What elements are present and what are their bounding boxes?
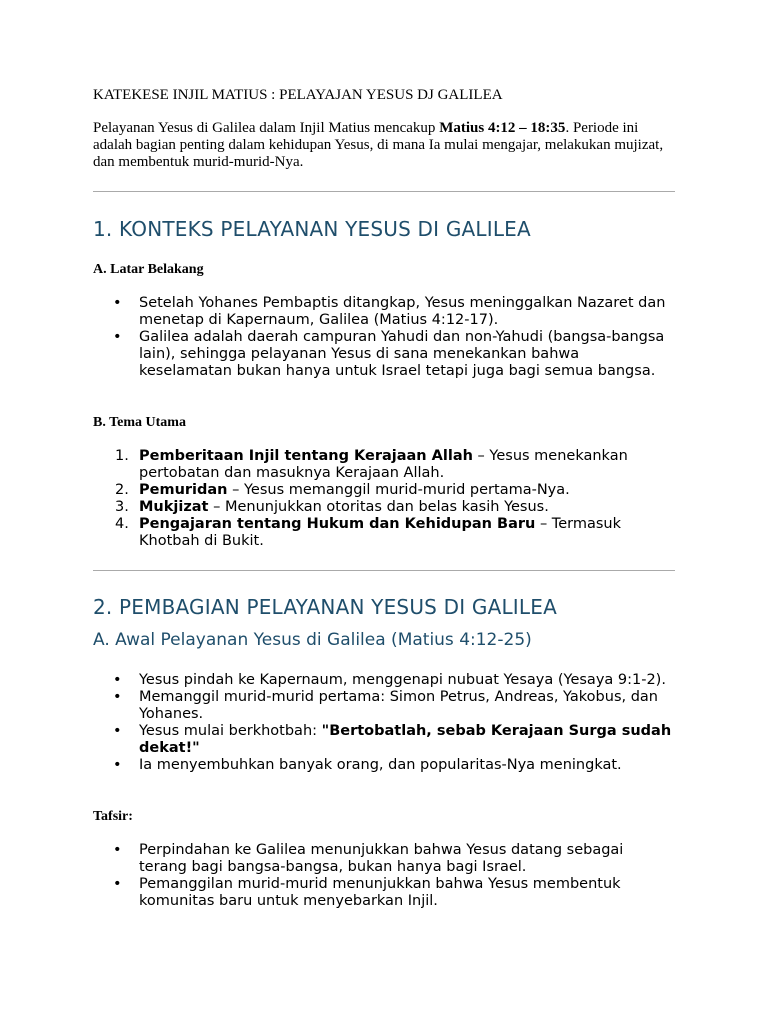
subsection-tema-utama-heading: B. Tema Utama <box>93 415 186 430</box>
tema-utama-list <box>93 448 675 550</box>
subsection-awal-pelayanan-heading: A. Awal Pelayanan Yesus di Galilea (Matius 4:12-25) <box>93 630 532 650</box>
list-item-title: Pemberitaan Injil tentang Kerajaan Allah <box>139 448 473 464</box>
document-title: KATEKESE INJIL MATIUS : PELAYAJAN YESUS DJ GALILEA <box>93 87 503 103</box>
intro-reference: Matius 4:12 – 18:35 <box>439 120 566 136</box>
list-item-text: – Termasuk Khotbah di Bukit. <box>139 516 621 549</box>
section-2-heading: 2. PEMBAGIAN PELAYANAN YESUS DI GALILEA <box>93 595 557 619</box>
tafsir-list <box>93 842 675 910</box>
list-item-text: – Menunjukkan otoritas dan belas kasih Yesus. <box>208 499 549 515</box>
list-number: 3. <box>115 499 129 515</box>
latar-belakang-list <box>93 295 675 380</box>
list-item <box>93 448 675 482</box>
list-item-title: Mukjizat <box>139 499 209 515</box>
list-item: • Setelah Yohanes Pembaptis ditangkap, Yesus meninggalkan Nazaret dan menetap di Kapernaum, Galilea (Matius 4:12-17). <box>93 295 675 329</box>
list-item <box>93 723 675 757</box>
list-number: 2. <box>115 482 129 498</box>
list-item-text: Memanggil murid-murid pertama: Simon Petrus, Andreas, Yakobus, dan Yohanes. <box>139 689 658 722</box>
list-item-title: Pengajaran tentang Hukum dan Kehidupan Baru <box>139 516 536 532</box>
list-item <box>93 689 675 723</box>
list-item <box>93 499 675 516</box>
list-number: 1. <box>115 448 129 464</box>
list-item-text: Yesus pindah ke Kapernaum, menggenapi nubuat Yesaya (Yesaya 9:1-2). <box>139 672 666 688</box>
list-item: • Pemanggilan murid-murid menunjukkan bahwa Yesus membentuk komunitas baru untuk menyebarkan Injil. <box>93 876 675 910</box>
list-item <box>93 757 675 774</box>
list-item-quote: "Bertobatlah, sebab Kerajaan Surga sudah dekat!" <box>139 723 672 756</box>
list-number: 4. <box>115 516 129 532</box>
list-item: • Galilea adalah daerah campuran Yahudi dan non-Yahudi (bangsa-bangsa lain), sehingga pelayanan Yesus di sana menekankan bahwa keselamatan bukan hanya untuk Israel tetapi juga bagi semua bangsa. <box>93 329 675 380</box>
list-item-text: – Yesus memanggil murid-murid pertama-Nya. <box>227 482 570 498</box>
list-item-title: Pemuridan <box>139 482 228 498</box>
divider <box>93 570 675 571</box>
divider <box>93 191 675 192</box>
list-item-text: Ia menyembuhkan banyak orang, dan popularitas-Nya meningkat. <box>139 757 622 773</box>
list-item-text: Yesus mulai berkhotbah: <box>139 723 322 739</box>
section-1-heading: 1. KONTEKS PELAYANAN YESUS DI GALILEA <box>93 217 531 241</box>
intro-text-before: Pelayanan Yesus di Galilea dalam Injil Matius mencakup <box>93 120 440 136</box>
tafsir-heading: Tafsir: <box>93 809 133 824</box>
intro-paragraph <box>93 120 675 171</box>
subsection-latar-belakang-heading: A. Latar Belakang <box>93 262 204 277</box>
list-item-text: – Yesus menekankan pertobatan dan masuknya Kerajaan Allah. <box>139 448 628 481</box>
awal-pelayanan-list <box>93 672 675 774</box>
list-item <box>93 482 675 499</box>
list-item <box>93 516 675 550</box>
list-item: • Perpindahan ke Galilea menunjukkan bahwa Yesus datang sebagai terang bagi bangsa-bangsa, bukan hanya bagi Israel. <box>93 842 675 876</box>
list-item <box>93 672 675 689</box>
intro-text-after: . Periode ini adalah bagian penting dalam kehidupan Yesus, di mana Ia mulai mengajar, melakukan mujizat, dan membentuk murid-murid-Nya. <box>93 120 664 170</box>
